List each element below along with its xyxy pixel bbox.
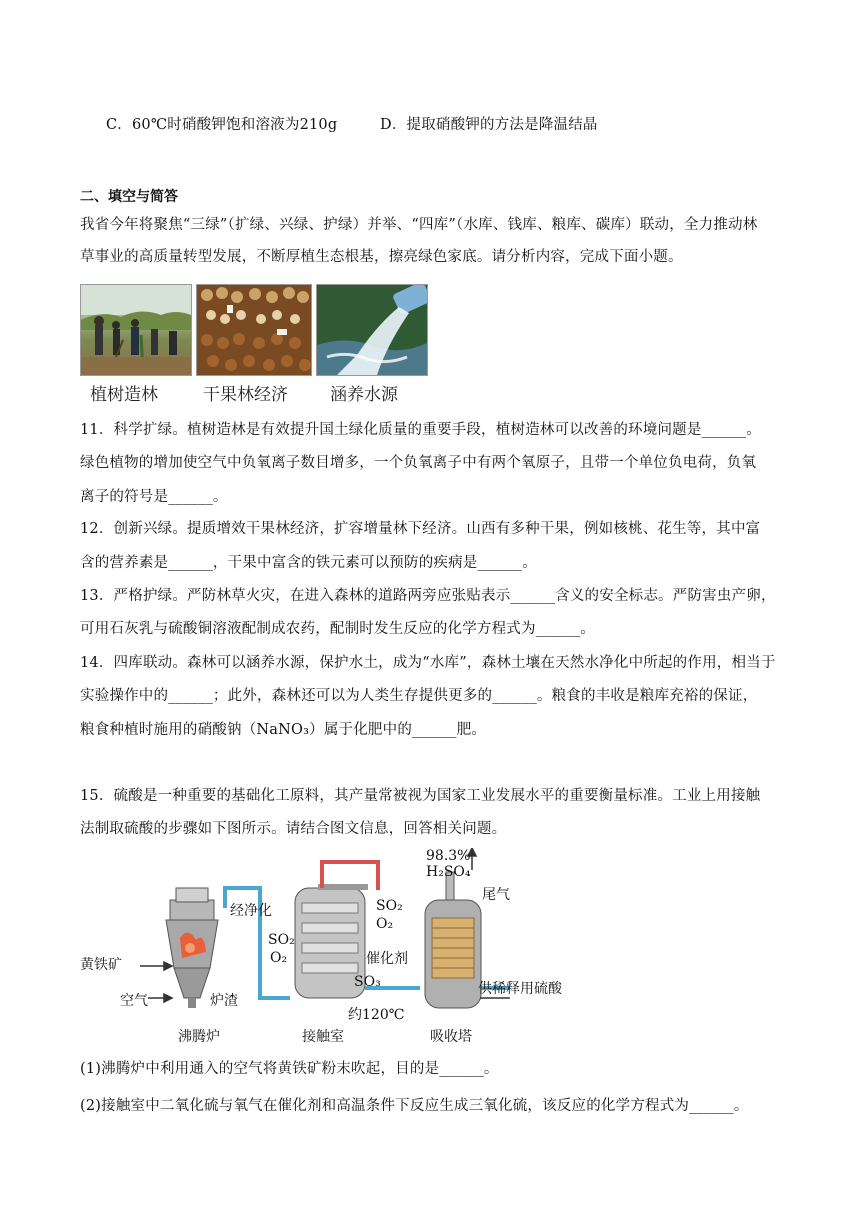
q15-line-1: 15．硫酸是一种重要的基础化工原料，其产量常被视为国家工业发展水平的重要衡量标准。工业上用接触 — [80, 788, 761, 804]
dilute-label: 供稀释用硫酸 — [478, 981, 562, 997]
o2-left-label: O₂ — [270, 950, 288, 966]
q13-line-1: 13．严格护绿。严防林草火灾，在进入森林的道路两旁应张贴表示______含义的安全标志。严防害虫产卵， — [80, 588, 776, 604]
q11-line-1: 11．科学扩绿。植树造林是有效提升国土绿化质量的重要手段，植树造林可以改善的环境问题是______。 — [80, 422, 761, 438]
catalyst-label: 催化剂 — [366, 951, 408, 967]
option-c: C．60℃时硝酸钾饱和溶液为210g — [106, 117, 338, 133]
h2so4-label: H₂SO₄ — [426, 864, 471, 880]
photo-caption-3: 涵养水源 — [330, 385, 398, 405]
tree-planting-photo — [80, 284, 192, 376]
absorber-label: 吸收塔 — [430, 1029, 472, 1045]
photo-caption-2: 干果林经济 — [203, 385, 288, 405]
intro-line-1: 我省今年将聚焦“三绿”（扩绿、兴绿、护绿）并举、“四库”（水库、钱库、粮库、碳库）联动，全力推动林 — [80, 217, 758, 233]
slag-label: 炉渣 — [210, 993, 238, 1009]
q15-sub-1: (1)沸腾炉中利用通入的空气将黄铁矿粉末吹起，目的是______。 — [80, 1061, 499, 1077]
q14-line-2: 实验操作中的______；此外，森林还可以为人类生存提供更多的______。粮食的丰收是粮库充裕的保证， — [80, 688, 758, 704]
q15-sub-2: (2)接触室中二氧化硫与氧气在催化剂和高温条件下反应生成三氧化硫，该反应的化学方程式为______。 — [80, 1098, 749, 1114]
contact-label: 接触室 — [302, 1029, 344, 1045]
intro-line-2: 草事业的高质量转型发展，不断厚植生态根基，擦亮绿色家底。请分析内容，完成下面小题。 — [80, 249, 683, 265]
so2-right-label: SO₂ — [376, 898, 403, 914]
dried-fruit-photo — [196, 284, 312, 376]
q15-line-2: 法制取硫酸的步骤如下图所示。请结合图文信息，回答相关问题。 — [80, 821, 507, 837]
temp-label: 约120℃ — [348, 1007, 405, 1023]
q11-line-2: 绿色植物的增加使空气中负氧离子数目增多，一个负氧离子中有两个氧原子，且带一个单位负电荷，负氧 — [80, 455, 757, 471]
q14-line-3: 粮食种植时施用的硝酸钠（NaNO₃）属于化肥中的______肥。 — [80, 722, 487, 738]
water-flow-photo — [316, 284, 428, 376]
section-title: 二、填空与简答 — [80, 189, 178, 205]
q12-line-1: 12．创新兴绿。提质增效干果林经济，扩容增量林下经济。山西有多种干果，例如核桃、花生等，其中富 — [80, 521, 761, 537]
q14-line-1: 14．四库联动。森林可以涵养水源，保护水土，成为“水库”，森林土壤在天然水净化中所起的作用，相当于 — [80, 655, 776, 671]
so3-label: SO₃ — [354, 974, 381, 990]
o2-right-label: O₂ — [376, 916, 394, 932]
pyrite-label: 黄铁矿 — [80, 957, 122, 973]
tail-gas-label: 尾气 — [482, 887, 510, 903]
sulfuric-acid-process-diagram — [80, 848, 600, 1048]
furnace-label: 沸腾炉 — [178, 1029, 220, 1045]
absorber-tower-icon — [425, 872, 481, 1008]
photo-caption-1: 植树造林 — [90, 385, 158, 405]
conc-label: 98.3% — [426, 848, 471, 864]
q13-line-2: 可用石灰乳与硫酸铜溶液配制成农药，配制时发生反应的化学方程式为______。 — [80, 621, 596, 637]
air-label: 空气 — [120, 993, 148, 1009]
so2-left-label: SO₂ — [268, 932, 295, 948]
option-d: D．提取硝酸钾的方法是降温结晶 — [380, 117, 598, 133]
q11-line-3: 离子的符号是______。 — [80, 489, 228, 505]
q12-line-2: 含的营养素是______，干果中富含的铁元素可以预防的疾病是______。 — [80, 555, 537, 571]
purify-label: 经净化 — [230, 903, 272, 919]
